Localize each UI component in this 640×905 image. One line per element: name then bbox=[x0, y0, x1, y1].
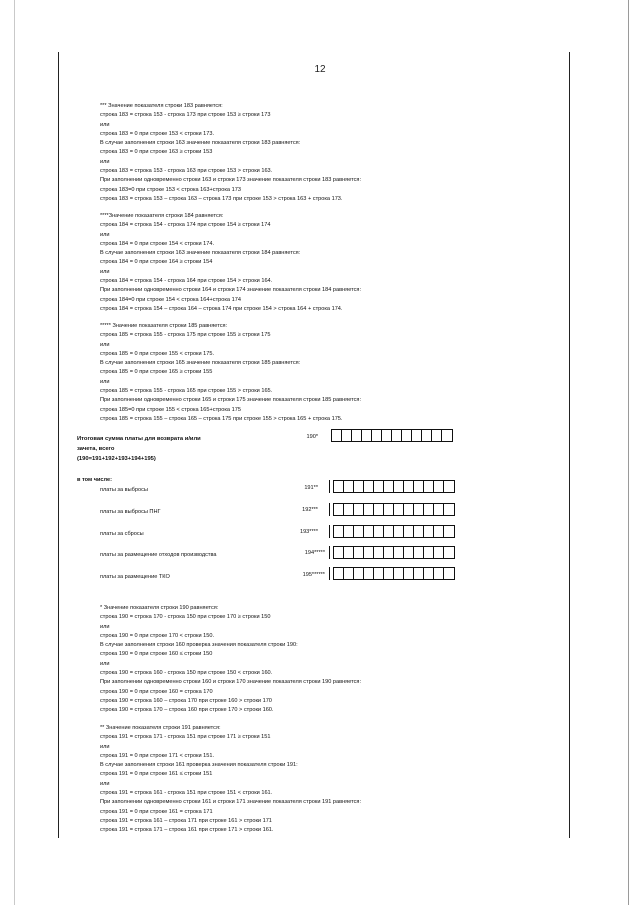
note-line: строка 183 = 0 при строке 163 ≥ строки 153 bbox=[100, 149, 213, 156]
row-tick bbox=[329, 546, 330, 559]
digit-cell[interactable] bbox=[354, 481, 364, 492]
note-line: строка 190 = 0 при строке 170 < строки 150. bbox=[100, 632, 215, 639]
digit-cell[interactable] bbox=[344, 568, 354, 579]
digit-cell[interactable] bbox=[444, 568, 454, 579]
digit-cell[interactable] bbox=[404, 481, 414, 492]
digit-cell[interactable] bbox=[414, 547, 424, 558]
note-line: строка 185 = строка 155 - строка 165 при строке 155 > строки 165. bbox=[100, 388, 273, 395]
note-line: В случае заполнения строки 165 значение показателя строки 185 равняется: bbox=[100, 360, 301, 367]
digit-cell[interactable] bbox=[404, 568, 414, 579]
row-code-190: 190* bbox=[306, 434, 318, 440]
note-line: ****Значение показателя строки 184 равняется: bbox=[100, 213, 224, 219]
digit-cell[interactable] bbox=[384, 547, 394, 558]
note-line: строка 191 = 0 при строке 171 < строки 151. bbox=[100, 752, 215, 759]
note-line: строка 184 = 0 при строке 154 < строки 174. bbox=[100, 240, 215, 247]
digit-cell[interactable] bbox=[414, 504, 424, 515]
note-line: строка 184 = строка 154 - строка 164 при строке 154 > строки 164. bbox=[100, 278, 273, 285]
note-line: строка 185 = 0 при строке 155 < строки 175. bbox=[100, 350, 215, 357]
note-191 bbox=[100, 724, 361, 836]
note-line: * Значение показателя строки 190 равняется: bbox=[100, 605, 219, 611]
digit-cell[interactable] bbox=[422, 430, 432, 441]
page-number: 12 bbox=[314, 64, 326, 75]
note-line: строка 185 = строка 155 - строка 175 при строке 155 ≥ строки 175 bbox=[100, 332, 271, 339]
digit-cell[interactable] bbox=[344, 526, 354, 537]
note-line: При заполнении одновременно строки 160 и строки 170 значение показателя строки 190 равняется: bbox=[100, 679, 362, 686]
row-tick bbox=[329, 503, 330, 516]
row-label-195: платы за размещение ТКО bbox=[100, 574, 170, 580]
digit-cell[interactable] bbox=[424, 568, 434, 579]
total-label-line: Итоговая сумма платы для возврата и/или bbox=[77, 436, 201, 442]
digit-cell[interactable] bbox=[364, 481, 374, 492]
row-code-193: 193**** bbox=[299, 529, 318, 535]
row-label-193: платы за сбросы bbox=[100, 531, 144, 537]
digit-cell[interactable] bbox=[344, 481, 354, 492]
note-line: или bbox=[100, 780, 110, 787]
digit-cell[interactable] bbox=[394, 504, 404, 515]
note-line: строка 190 = 0 при строке 160 = строка 170 bbox=[100, 688, 213, 695]
digit-cell[interactable] bbox=[334, 526, 344, 537]
note-line: В случае заполнения строки 163 значение показателя строки 184 равняется: bbox=[100, 250, 301, 257]
note-line: строка 185 = 0 при строке 165 ≥ строки 155 bbox=[100, 369, 213, 376]
digit-cell[interactable] bbox=[384, 526, 394, 537]
digit-cell[interactable] bbox=[342, 430, 352, 441]
total-label-line: (190=191+192+193+194+195) bbox=[77, 456, 156, 462]
note-line: строка 190 = строка 160 – строка 170 при строке 160 > строки 170 bbox=[100, 697, 272, 704]
digit-cell[interactable] bbox=[354, 568, 364, 579]
digit-cell[interactable] bbox=[402, 430, 412, 441]
digit-cell[interactable] bbox=[404, 526, 414, 537]
digit-cell[interactable] bbox=[392, 430, 402, 441]
digit-cell[interactable] bbox=[374, 481, 384, 492]
note-line: В случае заполнения строки 160 проверка значения показателя строки 190: bbox=[100, 642, 298, 649]
digit-cell[interactable] bbox=[364, 547, 374, 558]
note-line: или bbox=[100, 158, 110, 165]
digit-cell[interactable] bbox=[414, 568, 424, 579]
note-line: При заполнении одновременно строки 164 и строки 174 значение показателя строки 184 равняется: bbox=[100, 287, 362, 294]
note-line: строка 184 = строка 154 – строка 164 – строка 174 при строке 154 > строка 164 + строка 174. bbox=[100, 305, 343, 312]
note-183 bbox=[100, 102, 361, 204]
digit-cell[interactable] bbox=[354, 526, 364, 537]
digit-cell[interactable] bbox=[384, 481, 394, 492]
digit-cell[interactable] bbox=[364, 504, 374, 515]
note-line: или bbox=[100, 660, 110, 667]
note-line: строка 184 = строка 154 - строка 174 при строке 154 ≥ строки 174 bbox=[100, 222, 271, 229]
digit-cell[interactable] bbox=[334, 547, 344, 558]
digit-cell[interactable] bbox=[404, 547, 414, 558]
note-185 bbox=[100, 322, 361, 424]
digit-cell[interactable] bbox=[434, 526, 444, 537]
digit-cell[interactable] bbox=[382, 430, 392, 441]
digit-cell[interactable] bbox=[394, 547, 404, 558]
note-line: или bbox=[100, 341, 110, 348]
digit-cell[interactable] bbox=[434, 568, 444, 579]
scan-edge-left bbox=[14, 0, 15, 905]
note-line: или bbox=[100, 623, 110, 630]
input-cells-195[interactable] bbox=[333, 567, 455, 580]
digit-cell[interactable] bbox=[344, 504, 354, 515]
total-label bbox=[77, 434, 201, 464]
digit-cell[interactable] bbox=[362, 430, 372, 441]
digit-cell[interactable] bbox=[414, 526, 424, 537]
note-line: В случае заполнения строки 161 проверка значения показателя строки 191: bbox=[100, 762, 298, 769]
note-line: или bbox=[100, 231, 110, 238]
digit-cell[interactable] bbox=[332, 430, 342, 441]
digit-cell[interactable] bbox=[424, 526, 434, 537]
digit-cell[interactable] bbox=[424, 504, 434, 515]
digit-cell[interactable] bbox=[364, 568, 374, 579]
note-line: При заполнении одновременно строки 161 и строки 171 значение показателя строки 191 равняется: bbox=[100, 799, 362, 806]
digit-cell[interactable] bbox=[414, 481, 424, 492]
row-code-195: 195****** bbox=[302, 572, 325, 578]
digit-cell[interactable] bbox=[372, 430, 382, 441]
row-label-192: платы за выбросы ПНГ bbox=[100, 509, 161, 515]
digit-cell[interactable] bbox=[394, 481, 404, 492]
scan-edge-right bbox=[628, 0, 629, 905]
digit-cell[interactable] bbox=[384, 504, 394, 515]
row-label-191: платы за выбросы bbox=[100, 487, 148, 493]
note-line: строка 191 = строка 171 – строка 161 при строке 171 > строки 161. bbox=[100, 827, 274, 834]
digit-cell[interactable] bbox=[352, 430, 362, 441]
note-line: строка 190 = 0 при строке 160 ≤ строки 150 bbox=[100, 651, 213, 658]
note-190 bbox=[100, 604, 361, 716]
note-line: строка 183 = строка 153 - строка 163 при строке 153 > строки 163. bbox=[100, 168, 273, 175]
digit-cell[interactable] bbox=[444, 526, 454, 537]
digit-cell[interactable] bbox=[434, 481, 444, 492]
note-line: строка 191 = строка 171 - строка 151 при строке 171 ≥ строки 151 bbox=[100, 734, 271, 741]
digit-cell[interactable] bbox=[424, 481, 434, 492]
digit-cell[interactable] bbox=[424, 547, 434, 558]
digit-cell[interactable] bbox=[354, 504, 364, 515]
row-tick bbox=[329, 525, 330, 538]
digit-cell[interactable] bbox=[334, 504, 344, 515]
digit-cell[interactable] bbox=[434, 504, 444, 515]
note-line: строка 190 = строка 160 - строка 150 при строке 150 < строки 160. bbox=[100, 670, 273, 677]
note-line: строка 191 = 0 при строке 161 ≤ строки 151 bbox=[100, 771, 213, 778]
digit-cell[interactable] bbox=[344, 547, 354, 558]
row-label-194: платы за размещение отходов производства bbox=[100, 552, 217, 558]
note-line: строка 191 = 0 при строке 161 = строка 171 bbox=[100, 808, 213, 815]
note-line: строка 191 = строка 161 – строка 171 при строке 161 > строки 171 bbox=[100, 817, 272, 824]
note-line: строка 191 = строка 161 - строка 151 при строке 151 < строки 161. bbox=[100, 790, 273, 797]
total-label-line: зачета, всего bbox=[77, 446, 115, 452]
digit-cell[interactable] bbox=[404, 504, 414, 515]
input-cells-194[interactable] bbox=[333, 546, 455, 559]
digit-cell[interactable] bbox=[432, 430, 442, 441]
note-line: строка 184=0 при строке 154 < строка 164+строка 174 bbox=[100, 296, 241, 303]
digit-cell[interactable] bbox=[444, 504, 454, 515]
note-line: или bbox=[100, 121, 110, 128]
input-cells-190[interactable] bbox=[331, 429, 453, 442]
note-line: строка 183 = строка 153 - строка 173 при строке 153 ≥ строки 173 bbox=[100, 112, 271, 119]
note-line: В случае заполнения строки 163 значение показателя строки 183 равняется: bbox=[100, 140, 301, 147]
note-line: строка 190 = строка 170 - строка 150 при строке 170 ≥ строки 150 bbox=[100, 614, 271, 621]
note-line: *** Значение показателя строки 183 равняется: bbox=[100, 103, 223, 109]
note-line: или bbox=[100, 268, 110, 275]
digit-cell[interactable] bbox=[394, 526, 404, 537]
row-code-191: 191** bbox=[304, 485, 318, 491]
digit-cell[interactable] bbox=[384, 568, 394, 579]
note-line: строка 183 = строка 153 – строка 163 – строка 173 при строке 153 > строка 163 + строка 173. bbox=[100, 195, 343, 202]
digit-cell[interactable] bbox=[364, 526, 374, 537]
digit-cell[interactable] bbox=[394, 568, 404, 579]
note-line: строка 183 = 0 при строке 153 < строки 173. bbox=[100, 130, 215, 137]
digit-cell[interactable] bbox=[374, 504, 384, 515]
digit-cell[interactable] bbox=[374, 568, 384, 579]
input-cells-191[interactable] bbox=[333, 480, 455, 493]
note-line: или bbox=[100, 378, 110, 385]
digit-cell[interactable] bbox=[334, 481, 344, 492]
digit-cell[interactable] bbox=[334, 568, 344, 579]
note-line: ***** Значение показателя строки 185 равняется: bbox=[100, 323, 228, 329]
note-line: При заполнении одновременно строки 165 и строки 175 значение показателя строки 185 равняется: bbox=[100, 397, 362, 404]
note-line: или bbox=[100, 743, 110, 750]
input-cells-193[interactable] bbox=[333, 525, 455, 538]
note-line: строка 185=0 при строке 155 < строка 165+строка 175 bbox=[100, 406, 241, 413]
note-line: строка 183=0 при строке 153 < строка 163+строка 173 bbox=[100, 186, 241, 193]
digit-cell[interactable] bbox=[354, 547, 364, 558]
digit-cell[interactable] bbox=[374, 526, 384, 537]
row-tick bbox=[329, 567, 330, 580]
in-that-number-label: в том числе: bbox=[77, 477, 112, 483]
note-line: ** Значение показателя строки 191 равняется: bbox=[100, 725, 221, 731]
row-code-194: 194***** bbox=[304, 550, 325, 556]
input-cells-192[interactable] bbox=[333, 503, 455, 516]
row-code-192: 192*** bbox=[302, 507, 318, 513]
digit-cell[interactable] bbox=[444, 547, 454, 558]
digit-cell[interactable] bbox=[444, 481, 454, 492]
digit-cell[interactable] bbox=[374, 547, 384, 558]
note-line: При заполнении одновременно строки 163 и строки 173 значение показателя строки 183 равняется: bbox=[100, 177, 362, 184]
digit-cell[interactable] bbox=[412, 430, 422, 441]
note-line: строка 185 = строка 155 – строка 165 – строка 175 при строке 155 > строка 165 + строка 175. bbox=[100, 415, 343, 422]
digit-cell[interactable] bbox=[434, 547, 444, 558]
digit-cell[interactable] bbox=[442, 430, 452, 441]
note-line: строка 190 = строка 170 – строка 160 при строке 170 > строки 160. bbox=[100, 707, 274, 714]
row-tick bbox=[329, 480, 330, 493]
note-184 bbox=[100, 212, 361, 314]
note-line: строка 184 = 0 при строке 164 ≥ строки 154 bbox=[100, 259, 213, 266]
